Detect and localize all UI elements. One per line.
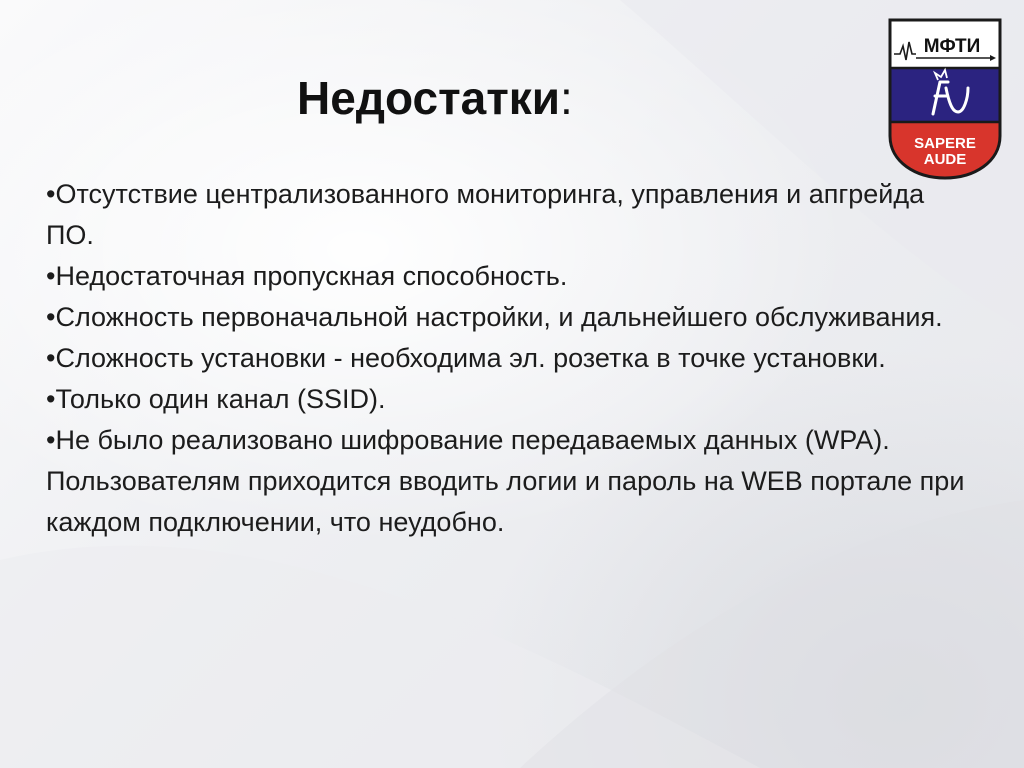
logo-top-text: МФТИ [923, 36, 981, 57]
bullet-text: Только один канал (SSID). [55, 384, 386, 414]
bullet-item [46, 338, 976, 379]
bullet-text: Отсутствие централизованного мониторинга, управления и апгрейда ПО. [46, 179, 925, 250]
slide-title-text: Недостатки [297, 72, 561, 124]
bullet-dot-icon: • [46, 425, 56, 455]
slide-title [297, 66, 573, 130]
bullet-item [46, 420, 976, 543]
bullet-item [46, 256, 976, 297]
bullet-item [46, 174, 976, 256]
bullet-text: Сложность установки - необходима эл. розетка в точке установки. [55, 343, 886, 373]
bullet-dot-icon: • [46, 179, 56, 209]
bullet-item [46, 379, 976, 420]
bullet-dot-icon: • [46, 261, 56, 291]
slide-title-colon: : [560, 72, 573, 124]
bullet-text: Не было реализовано шифрование передаваемых данных (WPA). Пользователям приходится вводить логии и пароль на WEB портале при каждом подключении, что неудобно. [46, 425, 965, 537]
bullet-text: Сложность первоначальной настройки, и дальнейшего обслуживания. [55, 302, 943, 332]
bullet-list [46, 174, 976, 543]
bullet-text: Недостаточная пропускная способность. [55, 261, 568, 291]
bullet-item [46, 297, 976, 338]
bullet-dot-icon: • [46, 384, 56, 414]
logo-motto-line1: SAPERE [914, 135, 976, 152]
bullet-dot-icon: • [46, 343, 56, 373]
mipt-logo [888, 18, 1002, 180]
logo-motto-line2: AUDE [923, 151, 967, 168]
bullet-dot-icon: • [46, 302, 56, 332]
mipt-shield-icon [888, 18, 1002, 180]
